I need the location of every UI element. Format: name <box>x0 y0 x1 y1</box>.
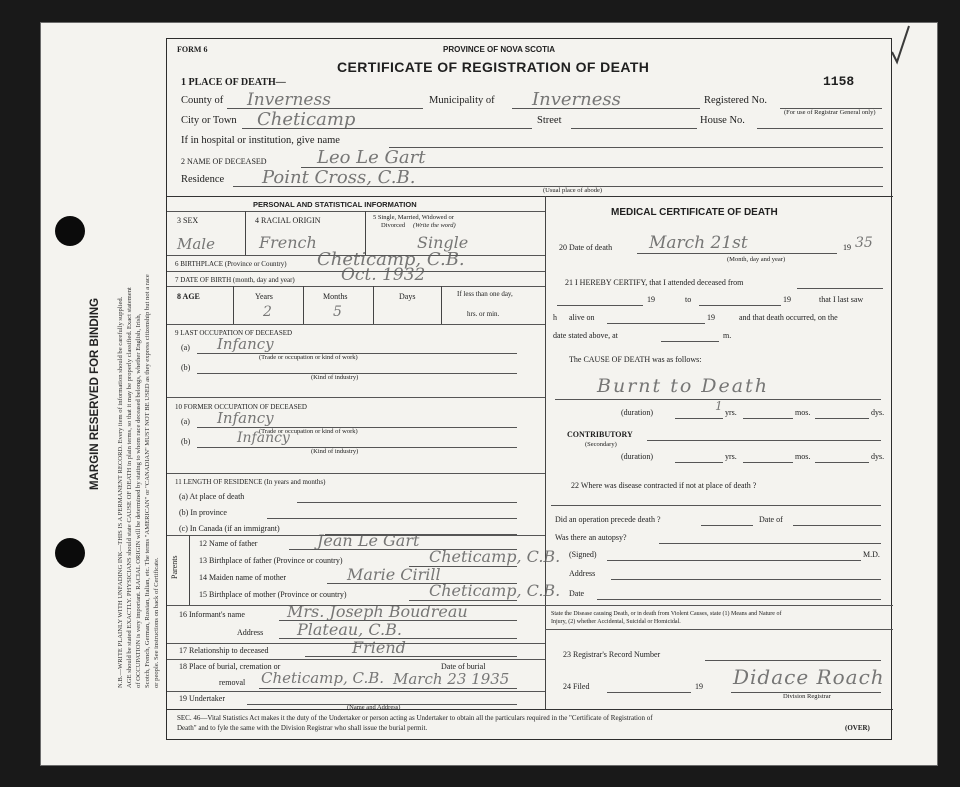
footer-over: (OVER) <box>845 724 870 732</box>
municipality-value: Inverness <box>532 89 621 110</box>
physician-address-label: Address <box>569 569 596 578</box>
in-province-label: (b) In province <box>179 508 227 517</box>
margin-line-5: or people. See instructions on back of Certificate. <box>153 557 160 688</box>
age-days-label: Days <box>399 292 416 301</box>
former-industry-note: (Kind of industry) <box>311 448 359 455</box>
medical-certificate-heading: MEDICAL CERTIFICATE OF DEATH <box>611 207 778 218</box>
age-label: 8 AGE <box>177 292 200 301</box>
burial-place-label-1: 18 Place of burial, cremation or <box>179 662 281 671</box>
cause-dys-label: dys. <box>871 408 885 417</box>
mother-birthplace-label: 15 Birthplace of mother (Province or country) <box>199 590 347 599</box>
place-of-death-heading: 1 PLACE OF DEATH— <box>181 77 286 88</box>
mother-birthplace-value: Cheticamp, C.B. <box>429 581 561 600</box>
father-birthplace-value: Cheticamp, C.B. <box>429 547 561 566</box>
operation-label: Did an operation precede death ? <box>555 515 661 524</box>
industry-note: (Kind of industry) <box>311 374 359 381</box>
margin-line-1: N.B.—WRITE PLAINLY WITH UNFADING INK—THIS IS A PERMANENT RECORD. Every item of information should be carefully supplied. <box>117 296 124 688</box>
m-label: m. <box>723 331 732 340</box>
date-of-death-label: 20 Date of death <box>559 243 613 252</box>
cause-duration-label: (duration) <box>621 408 653 417</box>
house-no-label: House No. <box>700 115 745 126</box>
date-stated-label: date stated above, at <box>553 331 618 340</box>
informant-name-label: 16 Informant's name <box>179 610 245 619</box>
attended-to-year: 19 <box>783 295 791 304</box>
province-label: PROVINCE OF NOVA SCOTIA <box>443 45 556 54</box>
date-of-death-year: 35 <box>855 235 873 251</box>
margin-line-4: Scotch, French, German, Russian, Italian, etc. The terms "AMERICAN" or "CANADIAN" MUST NOT BE USED as they express citizenship but not a race <box>144 274 151 688</box>
signed-label: (Signed) <box>569 550 597 559</box>
informant-name-value: Mrs. Joseph Boudreau <box>287 602 468 621</box>
filed-year: 19 <box>695 682 703 691</box>
form-label: FORM 6 <box>177 45 208 54</box>
cause-of-death-value: Burnt to Death <box>597 375 769 397</box>
last-saw-label: that I last saw <box>819 295 864 304</box>
residence-value: Point Cross, C.B. <box>262 167 416 188</box>
certify-line: 21 I HEREBY CERTIFY, that I attended deceased from <box>565 278 744 287</box>
registrar-signature: Didace Roach <box>733 665 885 689</box>
name-of-deceased-label: 2 NAME OF DECEASED <box>181 157 267 166</box>
contributory-yrs-label: yrs. <box>725 452 737 461</box>
birthplace-value: Cheticamp, C.B. <box>317 249 465 270</box>
registered-no-label: Registered No. <box>704 95 767 106</box>
h-alive-label: h <box>553 313 557 322</box>
relationship-value: Friend <box>352 638 406 657</box>
county-value: Inverness <box>247 90 331 110</box>
city-label: City or Town <box>181 115 237 126</box>
former-occupation-value: Infancy <box>217 409 274 427</box>
state-note-1: State the Disease causing Death, or in death from Violent Causes, state (1) Means and Nature of <box>551 611 782 617</box>
age-years-value: 2 <box>263 304 272 320</box>
age-years-label: Years <box>255 292 273 301</box>
length-of-residence-label: 11 LENGTH OF RESIDENCE (In years and months) <box>175 478 326 486</box>
in-canada-label: (c) In Canada (if an immigrant) <box>179 524 280 533</box>
former-b-marker: (b) <box>181 437 191 446</box>
former-occupation-label: 10 FORMER OCCUPATION OF DECEASED <box>175 403 307 411</box>
personal-info-heading: PERSONAL AND STATISTICAL INFORMATION <box>253 200 417 209</box>
hrs-min-label: hrs. or min. <box>467 310 500 318</box>
less-than-day-label: If less than one day, <box>457 290 513 298</box>
at-place-of-death-label: (a) At place of death <box>179 492 245 501</box>
residence-label: Residence <box>181 174 225 185</box>
autopsy-label: Was there an autopsy? <box>555 533 627 542</box>
mother-name-value: Marie Cirill <box>347 565 441 584</box>
death-occurred-label: and that death occurred, on the <box>739 313 838 322</box>
md-label: M.D. <box>863 550 880 559</box>
sex-label: 3 SEX <box>177 216 199 225</box>
name-address-note: (Name and Address) <box>347 704 401 711</box>
burial-date-value: March 23 1935 <box>393 670 510 688</box>
marital-status-value: Single <box>417 233 469 252</box>
informant-address-value: Plateau, C.B. <box>297 620 402 639</box>
informant-address-label: Address <box>237 628 264 637</box>
street-label: Street <box>537 115 562 126</box>
date-of-birth-label: 7 DATE OF BIRTH (month, day and year) <box>175 276 295 284</box>
municipality-label: Municipality of <box>429 95 495 106</box>
date-of-death-note: (Month, day and year) <box>727 256 786 263</box>
certificate-form <box>166 38 892 740</box>
registrar-note: (For use of Registrar General only) <box>784 109 876 116</box>
filed-label: 24 Filed <box>563 682 590 691</box>
date-of-death-value: March 21st <box>649 233 748 253</box>
margin-line-3: of OCCUPATION is very important. RACIAL ORIGIN will be determined by stating to whom race deceased belongs, whether English, Irish, <box>135 313 142 688</box>
binding-margin <box>64 68 176 690</box>
marital-label-1: 5 Single, Married, Widowed or <box>373 214 454 221</box>
alive-on-label: alive on <box>569 313 595 322</box>
mother-name-label: 14 Maiden name of mother <box>199 573 287 582</box>
undertaker-label: 19 Undertaker <box>179 694 225 703</box>
burial-place-value: Cheticamp, C.B. <box>261 669 385 687</box>
date-of-death-year-prefix: 19 <box>843 243 851 252</box>
father-name-value: Jean Le Gart <box>317 531 420 550</box>
division-registrar-label: Division Registrar <box>783 693 831 700</box>
age-months-label: Months <box>323 292 348 301</box>
occupation-b-marker: (b) <box>181 363 191 372</box>
operation-date-label: Date of <box>759 515 783 524</box>
relationship-label: 17 Relationship to deceased <box>179 646 269 655</box>
marital-label-2: Divorced <box>381 222 406 229</box>
burial-date-label: Date of burial <box>441 662 486 671</box>
cause-yrs-label: yrs. <box>725 408 737 417</box>
state-note-2: Injury, (2) whether Accidental, Suicidal or Homicidal. <box>551 619 681 625</box>
margin-line-2: AGE should be stated EXACTLY. PHYSICIANS should state CAUSE OF DEATH in plain terms, so that it may be properly classified. Exact statement <box>126 287 133 688</box>
contributory-mos-label: mos. <box>795 452 811 461</box>
county-label: County of <box>181 95 224 106</box>
name-of-deceased-value: Leo Le Gart <box>317 147 426 168</box>
record-number-label: 23 Registrar's Record Number <box>563 650 661 659</box>
contributory-dys-label: dys. <box>871 452 885 461</box>
registration-number: 1158 <box>823 74 855 89</box>
trade-note: (Trade or occupation or kind of work) <box>259 354 358 361</box>
last-occupation-label: 9 LAST OCCUPATION OF DECEASED <box>175 329 293 337</box>
attended-from-year: 19 <box>647 295 655 304</box>
burial-place-label-2: removal <box>219 678 246 687</box>
cause-of-death-label: The CAUSE OF DEATH was as follows: <box>569 355 702 364</box>
margin-heading: MARGIN RESERVED FOR BINDING <box>89 297 101 490</box>
cause-duration-years-value: 1 <box>715 399 723 413</box>
contributory-label: CONTRIBUTORY <box>567 430 633 439</box>
alive-on-year: 19 <box>707 313 715 322</box>
footer-line-2: Death" and to fyle the same with the Division Registrar who shall issue the burial permit. <box>177 724 428 732</box>
certificate-title: CERTIFICATE OF REGISTRATION OF DEATH <box>337 59 650 75</box>
certificate-date-label: Date <box>569 589 585 598</box>
father-birthplace-label: 13 Birthplace of father (Province or country) <box>199 556 343 565</box>
parents-side-label: Parents <box>170 555 179 579</box>
attended-to-label: to <box>685 295 692 304</box>
footer-line-1: SEC. 46—Vital Statistics Act makes it the duty of the Undertaker or person acting as Undertaker to obtain all the particulars required in the "Certificate of Registration of <box>177 714 653 722</box>
disease-contracted-label: 22 Where was disease contracted if not at place of death ? <box>571 481 757 490</box>
date-of-birth-value: Oct. 1932 <box>341 265 426 285</box>
birthplace-label: 6 BIRTHPLACE (Province or Country) <box>175 260 287 268</box>
occupation-a-marker: (a) <box>181 343 190 352</box>
usual-abode-note: (Usual place of abode) <box>543 187 603 194</box>
sex-value: Male <box>177 235 215 253</box>
city-value: Cheticamp <box>257 109 356 130</box>
racial-origin-value: French <box>259 233 317 252</box>
hospital-label: If in hospital or institution, give name <box>181 135 340 146</box>
contributory-duration-label: (duration) <box>621 452 653 461</box>
former-industry-value: Infancy <box>237 430 290 446</box>
secondary-label: (Secondary) <box>585 441 617 448</box>
age-months-value: 5 <box>333 304 342 320</box>
cause-mos-label: mos. <box>795 408 811 417</box>
last-occupation-value: Infancy <box>217 335 274 353</box>
former-a-marker: (a) <box>181 417 190 426</box>
former-trade-note: (Trade or occupation or kind of work) <box>259 428 358 435</box>
father-name-label: 12 Name of father <box>199 539 258 548</box>
racial-origin-label: 4 RACIAL ORIGIN <box>255 216 321 225</box>
marital-label-3: (Write the word) <box>413 222 456 229</box>
